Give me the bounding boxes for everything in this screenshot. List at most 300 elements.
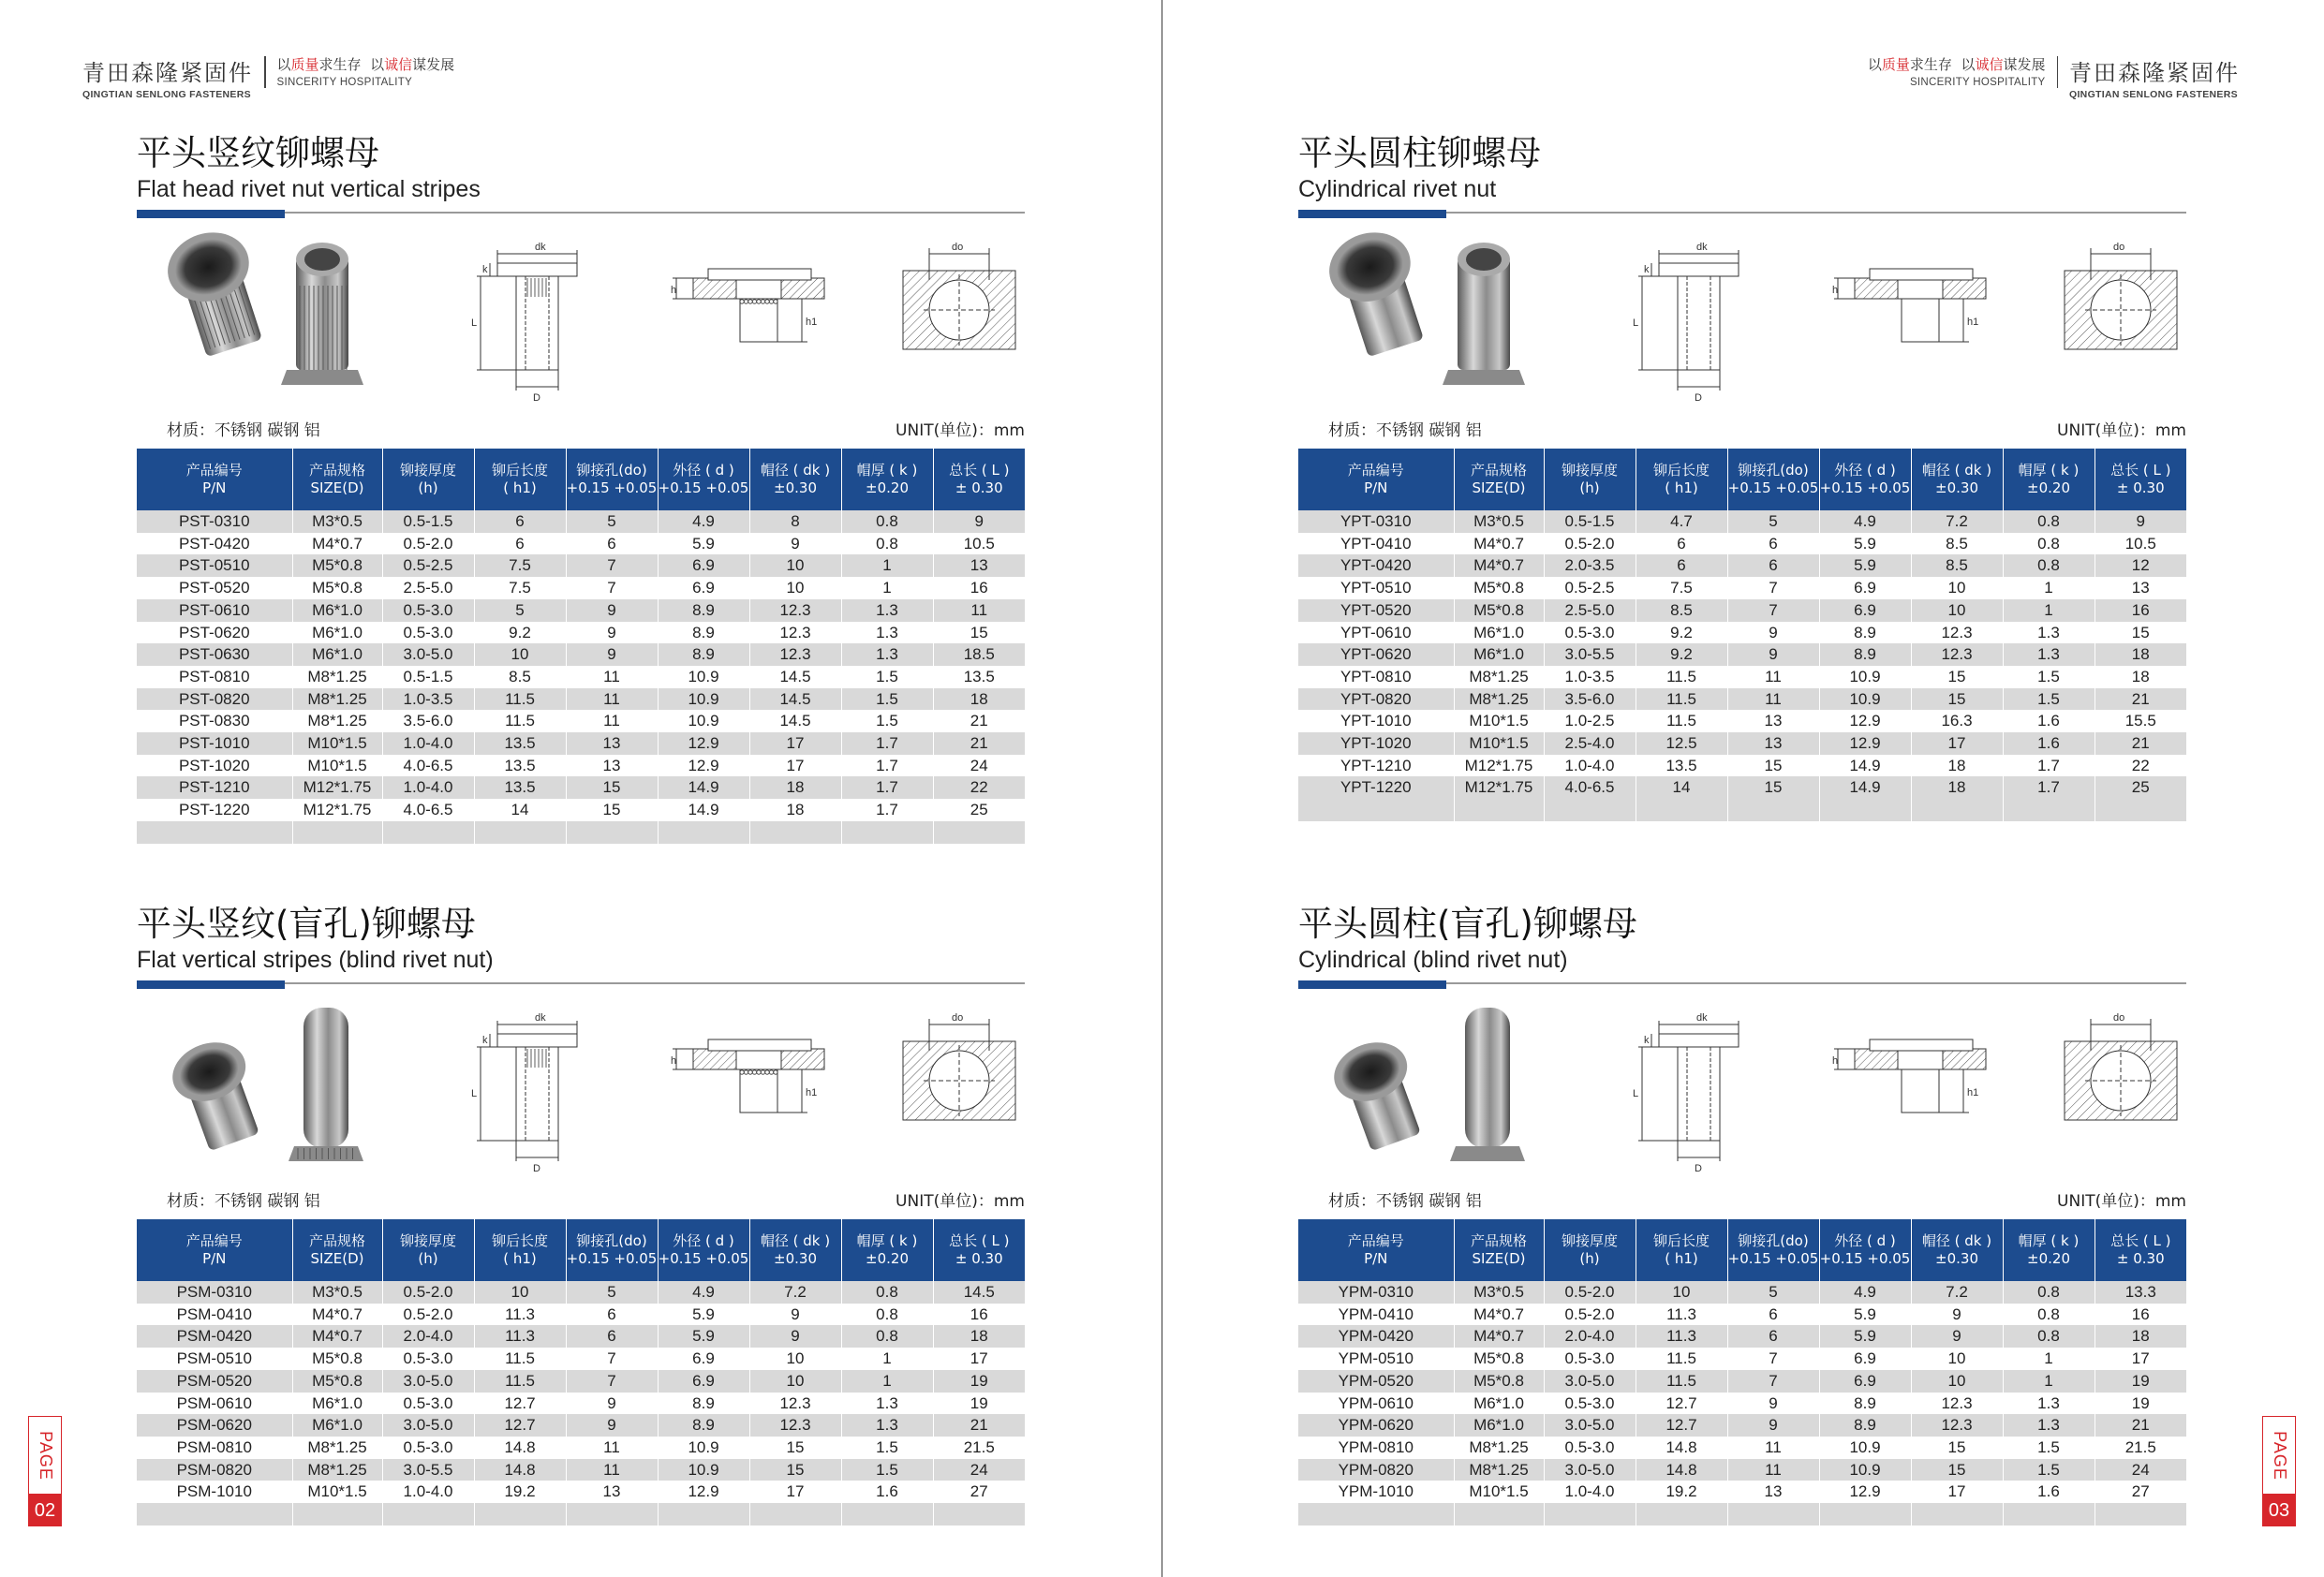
material-label: 材质：不锈钢 碳钢 铝 xyxy=(167,421,320,440)
table-cell: 18 xyxy=(933,1325,1025,1348)
section-title-en: Cylindrical (blind rivet nut) xyxy=(1298,947,1568,973)
table-cell: 16 xyxy=(2095,1304,2186,1326)
table-cell: 6 xyxy=(1727,1325,1819,1348)
rivet-nut-photo-side xyxy=(281,243,363,385)
brand-name-en: QINGTIAN SENLONG FASTENERS xyxy=(2069,89,2238,100)
table-cell: 0.5-3.0 xyxy=(382,622,474,644)
table-cell: 17 xyxy=(2095,1348,2186,1370)
table-cell: PST-0520 xyxy=(137,577,292,599)
table-cell: 16 xyxy=(933,577,1025,599)
table-row xyxy=(1298,554,2186,577)
table-cell: 6.9 xyxy=(1819,1348,1911,1370)
table-cell: 14 xyxy=(1636,776,1727,799)
table-cell: 12.9 xyxy=(1819,732,1911,755)
page-number-tab xyxy=(28,1416,62,1526)
table-row xyxy=(137,577,1025,599)
table-cell: 9 xyxy=(566,622,658,644)
table-cell: 18 xyxy=(2095,666,2186,688)
table-cell: 3.0-5.5 xyxy=(1544,643,1636,666)
table-cell: 9 xyxy=(1911,1325,2003,1348)
table-cell: 14.5 xyxy=(933,1281,1025,1304)
table-cell: M8*1.25 xyxy=(1454,688,1544,711)
table-cell: 18 xyxy=(1911,776,2003,799)
column-header: 产品编号 P/N xyxy=(1298,449,1454,510)
table-cell: 1.6 xyxy=(841,1481,933,1503)
material-label: 材质：不锈钢 碳钢 铝 xyxy=(1328,421,1482,440)
table-cell: M4*0.7 xyxy=(1454,533,1544,555)
svg-text:h: h xyxy=(1832,1055,1839,1067)
table-cell: 4.9 xyxy=(658,510,749,533)
table-cell: 13 xyxy=(933,554,1025,577)
table-cell: 11.3 xyxy=(474,1304,566,1326)
table-cell: 1.3 xyxy=(841,1414,933,1437)
table-cell: M5*0.8 xyxy=(292,1348,382,1370)
table-row xyxy=(137,1304,1025,1326)
table-cell: 10.9 xyxy=(658,1437,749,1459)
table-cell: 9 xyxy=(1727,643,1819,666)
table-cell: 1.5 xyxy=(2003,666,2095,688)
table-cell: PST-0420 xyxy=(137,533,292,555)
table-cell: 0.5-2.0 xyxy=(382,1304,474,1326)
section-title-cn: 平头竖纹(盲孔)铆螺母 xyxy=(137,904,476,944)
table-cell: 10 xyxy=(1911,1370,2003,1393)
table-cell: 27 xyxy=(2095,1481,2186,1503)
table-cell: 10 xyxy=(749,577,841,599)
table-cell: 9 xyxy=(1727,1414,1819,1437)
table-row xyxy=(1298,732,2186,755)
table-cell: 12.3 xyxy=(1911,1393,2003,1415)
table-cell: 21 xyxy=(933,710,1025,732)
column-header: 铆接厚度 (h) xyxy=(1544,1219,1636,1281)
table-cell: 11 xyxy=(566,688,658,711)
table-cell: 10.9 xyxy=(658,1459,749,1481)
spec-table xyxy=(1298,449,2186,821)
page-header xyxy=(82,54,454,100)
table-cell: M3*0.5 xyxy=(292,1281,382,1304)
table-cell: 18.5 xyxy=(933,643,1025,666)
table-cell: 18 xyxy=(2095,1325,2186,1348)
table-cell: 18 xyxy=(749,799,841,821)
table-cell: 17 xyxy=(749,1481,841,1503)
table-cell: 11 xyxy=(566,666,658,688)
table-row xyxy=(1298,1414,2186,1437)
table-cell: 1.0-4.0 xyxy=(382,776,474,799)
table-cell: 10 xyxy=(1911,577,2003,599)
table-cell: 25 xyxy=(2095,776,2186,799)
table-cell: 1 xyxy=(2003,599,2095,622)
unit-label: UNIT(单位)：mm xyxy=(2057,1192,2186,1211)
column-header: 铆接厚度 (h) xyxy=(1544,449,1636,510)
table-cell: 1.5 xyxy=(2003,1437,2095,1459)
table-cell: M4*0.7 xyxy=(292,1304,382,1326)
product-section xyxy=(137,905,1025,1525)
table-cell: M6*1.0 xyxy=(292,622,382,644)
column-header: 铆后长度 ( h1) xyxy=(1636,1219,1727,1281)
table-cell: 2.5-4.0 xyxy=(1544,732,1636,755)
table-cell: 11.5 xyxy=(474,710,566,732)
table-cell: 1.3 xyxy=(2003,622,2095,644)
table-cell: YPT-0310 xyxy=(1298,510,1454,533)
table-cell: 18 xyxy=(749,776,841,799)
table-cell: 17 xyxy=(749,732,841,755)
spec-table xyxy=(137,1219,1025,1525)
table-cell: 5 xyxy=(1727,1281,1819,1304)
svg-text:dk: dk xyxy=(535,242,546,253)
table-cell: 0.8 xyxy=(841,1304,933,1326)
table-cell: 21 xyxy=(2095,1414,2186,1437)
table-cell: 0.8 xyxy=(2003,533,2095,555)
table-cell: 9 xyxy=(566,643,658,666)
table-cell: YPT-0610 xyxy=(1298,622,1454,644)
table-cell: 10.9 xyxy=(1819,688,1911,711)
column-header: 产品规格 SIZE(D) xyxy=(1454,449,1544,510)
title-rule xyxy=(1298,978,2186,989)
table-cell: 9 xyxy=(566,1393,658,1415)
table-cell: 9.2 xyxy=(1636,643,1727,666)
table-cell: 12.7 xyxy=(474,1393,566,1415)
table-cell: 17 xyxy=(749,755,841,777)
table-cell: 5.9 xyxy=(1819,533,1911,555)
table-cell: M5*0.8 xyxy=(292,1370,382,1393)
table-cell: M5*0.8 xyxy=(1454,1348,1544,1370)
table-cell: 6 xyxy=(566,533,658,555)
table-cell: 11.3 xyxy=(474,1325,566,1348)
table-cell: 21 xyxy=(2095,688,2186,711)
table-cell: 6.9 xyxy=(1819,1370,1911,1393)
table-cell: 3.0-5.0 xyxy=(382,1370,474,1393)
table-cell: 14.5 xyxy=(749,666,841,688)
table-cell: 12.3 xyxy=(1911,643,2003,666)
table-cell: YPM-1010 xyxy=(1298,1481,1454,1503)
section-title-en: Cylindrical rivet nut xyxy=(1298,176,1497,202)
table-cell: 12.5 xyxy=(1636,732,1727,755)
figure-row xyxy=(1298,229,2186,407)
table-cell: 1.6 xyxy=(2003,1481,2095,1503)
table-cell: 14.8 xyxy=(474,1459,566,1481)
table-row xyxy=(137,688,1025,711)
table-cell: 1.7 xyxy=(2003,755,2095,777)
table-cell: 21 xyxy=(933,1414,1025,1437)
mounting-hole-drawing xyxy=(2055,1011,2186,1147)
table-cell: 12.3 xyxy=(749,1414,841,1437)
table-cell: YPM-0420 xyxy=(1298,1325,1454,1348)
page-number: 02 xyxy=(28,1495,62,1526)
table-cell: M12*1.75 xyxy=(292,776,382,799)
table-cell: YPT-0420 xyxy=(1298,554,1454,577)
product-section xyxy=(137,134,1025,844)
dimension-drawing xyxy=(469,1008,600,1181)
table-cell: 7.2 xyxy=(1911,1281,2003,1304)
table-cell: PSM-0610 xyxy=(137,1393,292,1415)
table-cell: PST-0610 xyxy=(137,599,292,622)
table-cell: 1 xyxy=(841,554,933,577)
table-cell: 17 xyxy=(1911,1481,2003,1503)
product-section xyxy=(1298,134,2186,821)
table-cell: 12.3 xyxy=(749,643,841,666)
table-cell: PSM-1010 xyxy=(137,1481,292,1503)
section-title-cn: 平头圆柱铆螺母 xyxy=(1298,133,1541,173)
table-cell: 2.5-5.0 xyxy=(382,577,474,599)
table-cell: 2.0-4.0 xyxy=(382,1325,474,1348)
table-cell: 1.3 xyxy=(2003,1393,2095,1415)
installation-drawing xyxy=(671,1021,839,1166)
table-cell: 10.9 xyxy=(1819,666,1911,688)
table-row xyxy=(137,710,1025,732)
table-cell: 6 xyxy=(474,510,566,533)
table-cell: PST-0810 xyxy=(137,666,292,688)
svg-text:k: k xyxy=(482,1035,488,1046)
meta-row xyxy=(1298,417,2186,439)
table-cell: 0.5-3.0 xyxy=(382,1348,474,1370)
table-cell: 0.5-3.0 xyxy=(1544,1348,1636,1370)
table-cell: 13 xyxy=(566,1481,658,1503)
table-cell: 10.5 xyxy=(933,533,1025,555)
table-cell: 1 xyxy=(841,577,933,599)
table-cell: PSM-0310 xyxy=(137,1281,292,1304)
svg-text:k: k xyxy=(1644,264,1650,275)
table-cell: M10*1.5 xyxy=(1454,1481,1544,1503)
table-cell: 10.9 xyxy=(658,710,749,732)
table-cell: 15 xyxy=(1727,755,1819,777)
table-cell: 3.5-6.0 xyxy=(382,710,474,732)
table-cell: 1.0-4.0 xyxy=(1544,755,1636,777)
table-cell: 15 xyxy=(1727,776,1819,799)
column-header: 铆接厚度 (h) xyxy=(382,449,474,510)
table-cell: M6*1.0 xyxy=(292,599,382,622)
table-cell: M3*0.5 xyxy=(292,510,382,533)
table-cell: M4*0.7 xyxy=(1454,554,1544,577)
table-cell: 0.8 xyxy=(2003,1325,2095,1348)
table-cell: 5.9 xyxy=(1819,1325,1911,1348)
table-cell: 9 xyxy=(1911,1304,2003,1326)
table-cell: 1.6 xyxy=(2003,732,2095,755)
table-cell: 1.0-3.5 xyxy=(382,688,474,711)
table-cell: 6 xyxy=(1727,554,1819,577)
table-row xyxy=(1298,1325,2186,1348)
column-header: 总长 ( L ) ± 0.30 xyxy=(933,1219,1025,1281)
table-cell: M5*0.8 xyxy=(292,554,382,577)
table-row xyxy=(137,643,1025,666)
table-cell: 1.0-2.5 xyxy=(1544,710,1636,732)
table-row xyxy=(137,1481,1025,1503)
table-cell: PST-0310 xyxy=(137,510,292,533)
table-cell: 8.9 xyxy=(1819,622,1911,644)
table-cell: YPT-1210 xyxy=(1298,755,1454,777)
blind-rivet-nut-photo-front xyxy=(164,1033,270,1156)
column-header: 铆后长度 ( h1) xyxy=(1636,449,1727,510)
table-cell: 0.8 xyxy=(2003,1304,2095,1326)
table-row xyxy=(1298,643,2186,666)
table-cell: 16.3 xyxy=(1911,710,2003,732)
table-row xyxy=(1298,688,2186,711)
svg-text:D: D xyxy=(1695,1163,1702,1174)
table-cell: 13.5 xyxy=(474,755,566,777)
column-header: 外径 ( d ) +0.15 +0.05 xyxy=(1819,449,1911,510)
column-header: 帽径 ( dk ) ±0.30 xyxy=(749,1219,841,1281)
table-cell: 10 xyxy=(749,1348,841,1370)
table-cell: M8*1.25 xyxy=(1454,1459,1544,1481)
table-cell: 5 xyxy=(1727,510,1819,533)
table-cell: 10 xyxy=(1911,1348,2003,1370)
table-row xyxy=(1298,666,2186,688)
brand-name-en: QINGTIAN SENLONG FASTENERS xyxy=(82,89,251,100)
table-cell: M8*1.25 xyxy=(292,1437,382,1459)
table-row xyxy=(1298,1304,2186,1326)
svg-text:h: h xyxy=(1832,285,1839,296)
table-cell: YPT-0810 xyxy=(1298,666,1454,688)
table-row xyxy=(1298,1437,2186,1459)
table-cell: M3*0.5 xyxy=(1454,510,1544,533)
table-cell: YPT-1020 xyxy=(1298,732,1454,755)
table-cell: 21 xyxy=(933,732,1025,755)
table-cell: 9 xyxy=(749,1304,841,1326)
table-cell: 8 xyxy=(749,510,841,533)
column-header: 总长 ( L ) ± 0.30 xyxy=(933,449,1025,510)
table-cell: M10*1.5 xyxy=(1454,732,1544,755)
svg-text:D: D xyxy=(533,392,540,404)
table-cell: 4.0-6.5 xyxy=(382,755,474,777)
table-cell: 11 xyxy=(1727,688,1819,711)
table-cell: 9.2 xyxy=(474,622,566,644)
table-cell: 5 xyxy=(566,510,658,533)
table-cell: 14.8 xyxy=(1636,1437,1727,1459)
table-cell: 0.8 xyxy=(841,510,933,533)
table-cell: 1.3 xyxy=(2003,1414,2095,1437)
table-cell: 1.7 xyxy=(841,755,933,777)
table-cell: M6*1.0 xyxy=(1454,622,1544,644)
table-cell: 6.9 xyxy=(658,577,749,599)
column-header: 帽厚 ( k ) ±0.20 xyxy=(841,1219,933,1281)
table-cell: M6*1.0 xyxy=(1454,643,1544,666)
table-cell: 3.0-5.0 xyxy=(382,643,474,666)
table-cell: 1 xyxy=(2003,1348,2095,1370)
table-cell: 9 xyxy=(749,533,841,555)
table-cell: 9 xyxy=(1727,622,1819,644)
mounting-hole-drawing xyxy=(894,1011,1025,1147)
table-cell: 9 xyxy=(933,510,1025,533)
meta-row xyxy=(137,417,1025,439)
column-header: 铆后长度 ( h1) xyxy=(474,1219,566,1281)
table-cell: M10*1.5 xyxy=(292,755,382,777)
table-cell: M8*1.25 xyxy=(292,710,382,732)
table-cell: 13 xyxy=(1727,1481,1819,1503)
title-rule xyxy=(137,978,1025,989)
table-cell: 0.5-3.0 xyxy=(382,599,474,622)
column-header: 产品规格 SIZE(D) xyxy=(1454,1219,1544,1281)
table-cell: 1.5 xyxy=(841,666,933,688)
table-cell: 6 xyxy=(566,1304,658,1326)
table-row xyxy=(1298,622,2186,644)
table-cell: M5*0.8 xyxy=(1454,599,1544,622)
table-cell: 19.2 xyxy=(474,1481,566,1503)
header-divider xyxy=(2057,56,2059,88)
table-cell: 5 xyxy=(474,599,566,622)
table-cell: 10.9 xyxy=(1819,1459,1911,1481)
table-cell: 19.2 xyxy=(1636,1481,1727,1503)
table-cell: 5.9 xyxy=(658,1325,749,1348)
table-cell: 18 xyxy=(933,688,1025,711)
table-cell: 6 xyxy=(566,1325,658,1348)
table-cell: 1.5 xyxy=(841,710,933,732)
table-cell: 13 xyxy=(2095,577,2186,599)
table-cell: 11 xyxy=(933,599,1025,622)
brand-name-cn: 青田森隆紧固件 xyxy=(2069,60,2240,86)
table-cell: 8.5 xyxy=(1636,599,1727,622)
svg-text:L: L xyxy=(471,1088,478,1099)
table-cell: 0.5-2.5 xyxy=(1544,577,1636,599)
table-cell: 3.0-5.0 xyxy=(1544,1459,1636,1481)
table-cell: M6*1.0 xyxy=(1454,1393,1544,1415)
table-cell: PSM-0410 xyxy=(137,1304,292,1326)
table-cell: 15 xyxy=(749,1437,841,1459)
table-cell: 12.3 xyxy=(749,599,841,622)
table-cell: 0.8 xyxy=(841,1281,933,1304)
rivet-nut-photo-front xyxy=(158,229,274,361)
table-cell: 15 xyxy=(2095,622,2186,644)
page-header xyxy=(1868,54,2240,100)
svg-text:dk: dk xyxy=(535,1012,546,1024)
table-cell: 11 xyxy=(566,710,658,732)
table-cell: 8.9 xyxy=(1819,1393,1911,1415)
table-cell: 11 xyxy=(566,1459,658,1481)
table-cell: 5.9 xyxy=(1819,554,1911,577)
table-cell: M8*1.25 xyxy=(1454,1437,1544,1459)
installation-drawing xyxy=(671,250,839,395)
table-cell: M8*1.25 xyxy=(292,666,382,688)
table-cell: 1.5 xyxy=(2003,1459,2095,1481)
rivet-nut-photo-side xyxy=(1443,243,1525,385)
table-row xyxy=(1298,510,2186,533)
mounting-hole-drawing xyxy=(894,241,1025,376)
table-cell: M5*0.8 xyxy=(292,577,382,599)
installation-drawing xyxy=(1832,250,2001,395)
table-cell: 19 xyxy=(2095,1370,2186,1393)
column-header: 帽厚 ( k ) ±0.20 xyxy=(2003,449,2095,510)
table-row xyxy=(1298,1459,2186,1481)
table-cell: 11.3 xyxy=(1636,1304,1727,1326)
table-row xyxy=(1298,755,2186,777)
table-cell: 12.7 xyxy=(1636,1414,1727,1437)
table-cell: 8.5 xyxy=(1911,533,2003,555)
table-cell: 6 xyxy=(474,533,566,555)
table-cell: 0.5-2.5 xyxy=(382,554,474,577)
table-cell: 1.5 xyxy=(841,1459,933,1481)
table-cell: YPT-1010 xyxy=(1298,710,1454,732)
page-label: PAGE xyxy=(28,1416,62,1495)
table-cell: M6*1.0 xyxy=(292,1393,382,1415)
table-cell: YPT-1220 xyxy=(1298,776,1454,799)
table-cell: M10*1.5 xyxy=(292,732,382,755)
table-row xyxy=(137,1393,1025,1415)
table-cell: 7 xyxy=(1727,1348,1819,1370)
table-cell: M5*0.8 xyxy=(1454,1370,1544,1393)
table-cell: 1.7 xyxy=(841,799,933,821)
table-cell: PSM-0520 xyxy=(137,1370,292,1393)
table-cell: 0.5-2.0 xyxy=(1544,1281,1636,1304)
table-cell: 0.5-1.5 xyxy=(382,510,474,533)
table-cell: PST-1020 xyxy=(137,755,292,777)
table-cell: 1 xyxy=(2003,577,2095,599)
section-title-en: Flat head rivet nut vertical stripes xyxy=(137,176,481,202)
section-title-en: Flat vertical stripes (blind rivet nut) xyxy=(137,947,494,973)
table-cell: 1.3 xyxy=(841,622,933,644)
table-cell: 12.9 xyxy=(658,1481,749,1503)
table-row xyxy=(137,1414,1025,1437)
table-cell: 13.5 xyxy=(474,732,566,755)
dimension-drawing xyxy=(1631,1008,1762,1181)
product-section xyxy=(1298,905,2186,1525)
table-cell: 25 xyxy=(933,799,1025,821)
